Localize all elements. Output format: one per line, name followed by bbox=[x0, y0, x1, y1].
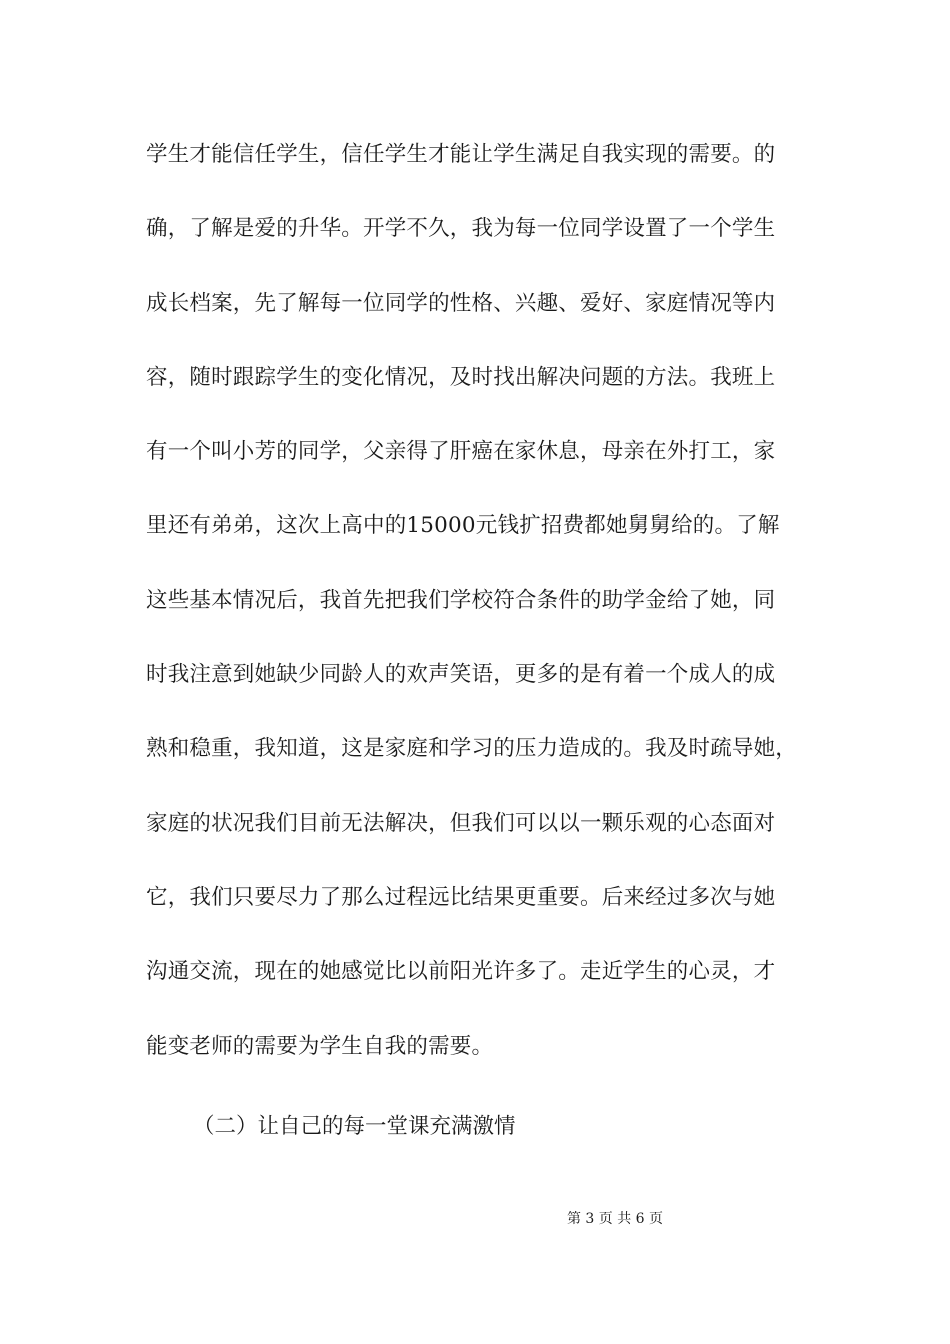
body-paragraph bbox=[146, 134, 826, 1100]
paragraph-line: 里还有弟弟，这次上高中的15000元钱扩招费都她舅舅给的。了解 bbox=[146, 513, 780, 539]
paragraph-line: 时我注意到她缺少同龄人的欢声笑语，更多的是有着一个成人的成 bbox=[146, 662, 776, 688]
page-footer bbox=[0, 1209, 950, 1229]
paragraph-line: 有一个叫小芳的同学，父亲得了肝癌在家休息，母亲在外打工，家 bbox=[146, 439, 776, 465]
paragraph-line: 学生才能信任学生，信任学生才能让学生满足自我实现的需要。的 bbox=[146, 142, 776, 167]
paragraph-line: 容，随时跟踪学生的变化情况，及时找出解决问题的方法。我班上 bbox=[146, 364, 776, 390]
paragraph-line: 它，我们只要尽力了那么过程远比结果更重要。后来经过多次与她 bbox=[146, 884, 776, 910]
paragraph-line: 确，了解是爱的升华。开学不久，我为每一位同学设置了一个学生 bbox=[146, 216, 776, 242]
paragraph-line: 熟和稳重，我知道，这是家庭和学习的压力造成的。我及时疏导她， bbox=[146, 736, 798, 762]
paragraph-line: 能变老师的需要为学生自我的需要。 bbox=[146, 1033, 494, 1059]
paragraph-line: 家庭的状况我们目前无法解决，但我们可以以一颗乐观的心态面对 bbox=[146, 810, 776, 836]
paragraph-line: 沟通交流，现在的她感觉比以前阳光许多了。走近学生的心灵，才 bbox=[146, 959, 776, 985]
paragraph-line: 这些基本情况后，我首先把我们学校符合条件的助学金给了她，同 bbox=[146, 587, 776, 613]
section-heading: （二）让自己的每一堂课充满激情 bbox=[193, 1114, 516, 1139]
page-number-label: 第 3 页 共 6 页 bbox=[566, 1211, 664, 1227]
paragraph-line: 成长档案，先了解每一位同学的性格、兴趣、爱好、家庭情况等内 bbox=[146, 290, 776, 316]
